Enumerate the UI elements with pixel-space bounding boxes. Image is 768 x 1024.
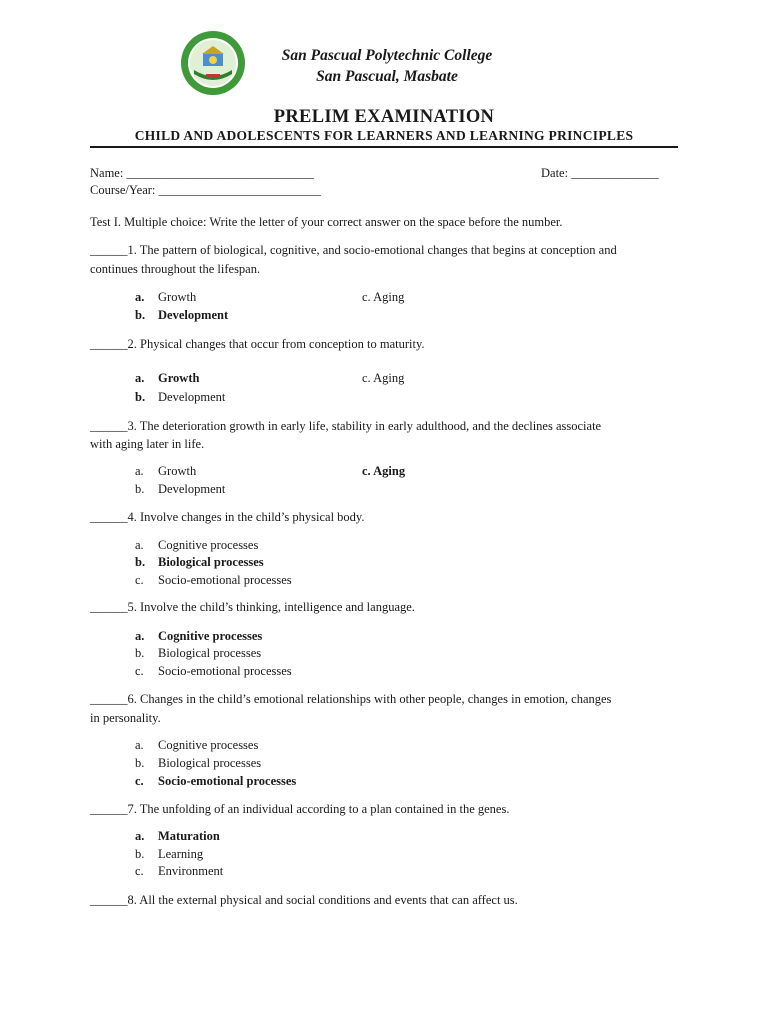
exam-title: PRELIM EXAMINATION: [273, 107, 495, 127]
question-4-option-c: c. Socio-emotional processes: [135, 573, 292, 587]
question-3-line-2: with aging later in life.: [90, 437, 205, 451]
course-year-field: Course/Year: __________________________: [90, 183, 322, 197]
question-7-option-c: c. Environment: [135, 864, 224, 878]
question-3-option-c: c. Aging: [362, 464, 406, 478]
question-5-option-a: a. Cognitive processes: [135, 629, 263, 643]
question-4-line-1: ______4. Involve changes in the child’s physical body.: [90, 510, 365, 524]
question-3-option-a: a. Growth: [135, 464, 197, 478]
question-7-line-1: ______7. The unfolding of an individual according to a plan contained in the genes.: [90, 802, 510, 816]
college-seal-logo: [180, 30, 246, 96]
question-6-option-a: a. Cognitive processes: [135, 738, 259, 752]
date-field: Date: ______________: [541, 166, 659, 180]
question-6-line-2: in personality.: [90, 711, 161, 725]
exam-subject: CHILD AND ADOLESCENTS FOR LEARNERS AND LEARNING PRINCIPLES: [134, 128, 634, 143]
question-6-line-1: ______6. Changes in the child’s emotional relationships with other people, changes in emotion, changes: [90, 692, 612, 706]
question-6-option-b: b. Biological processes: [135, 756, 262, 770]
question-5-option-c: c. Socio-emotional processes: [135, 664, 292, 678]
question-1-line-1: ______1. The pattern of biological, cognitive, and socio-emotional changes that begins at conception and: [90, 243, 617, 257]
question-4-option-a: a. Cognitive processes: [135, 538, 259, 552]
question-1-option-c: c. Aging: [362, 290, 405, 304]
question-3-option-b: b. Development: [135, 482, 226, 496]
question-5-option-b: b. Biological processes: [135, 646, 262, 660]
question-2-line-1: ______2. Physical changes that occur from conception to maturity.: [90, 337, 425, 351]
header-divider: [90, 146, 678, 148]
question-1-line-2: continues throughout the lifespan.: [90, 262, 261, 276]
question-1-option-b: b. Development: [135, 308, 229, 322]
question-8-line-1: ______8. All the external physical and social conditions and events that can affect us.: [90, 893, 518, 907]
question-2-option-c: c. Aging: [362, 371, 405, 385]
test-instruction: Test I. Multiple choice: Write the letter of your correct answer on the space before the number.: [90, 215, 563, 229]
question-3-line-1: ______3. The deterioration growth in early life, stability in early adulthood, and the declines associate: [90, 419, 602, 433]
name-field: Name: ______________________________: [90, 166, 314, 180]
question-2-option-b: b. Development: [135, 390, 226, 404]
question-4-option-b: b. Biological processes: [135, 555, 264, 569]
school-location: San Pascual, Masbate: [316, 68, 458, 85]
question-7-option-a: a. Maturation: [135, 829, 220, 843]
question-2-option-a: a. Growth: [135, 371, 200, 385]
question-5-line-1: ______5. Involve the child’s thinking, intelligence and language.: [90, 600, 415, 614]
school-name: San Pascual Polytechnic College: [281, 47, 493, 64]
question-1-option-a: a. Growth: [135, 290, 197, 304]
question-6-option-c: c. Socio-emotional processes: [135, 774, 297, 788]
question-7-option-b: b. Learning: [135, 847, 204, 861]
